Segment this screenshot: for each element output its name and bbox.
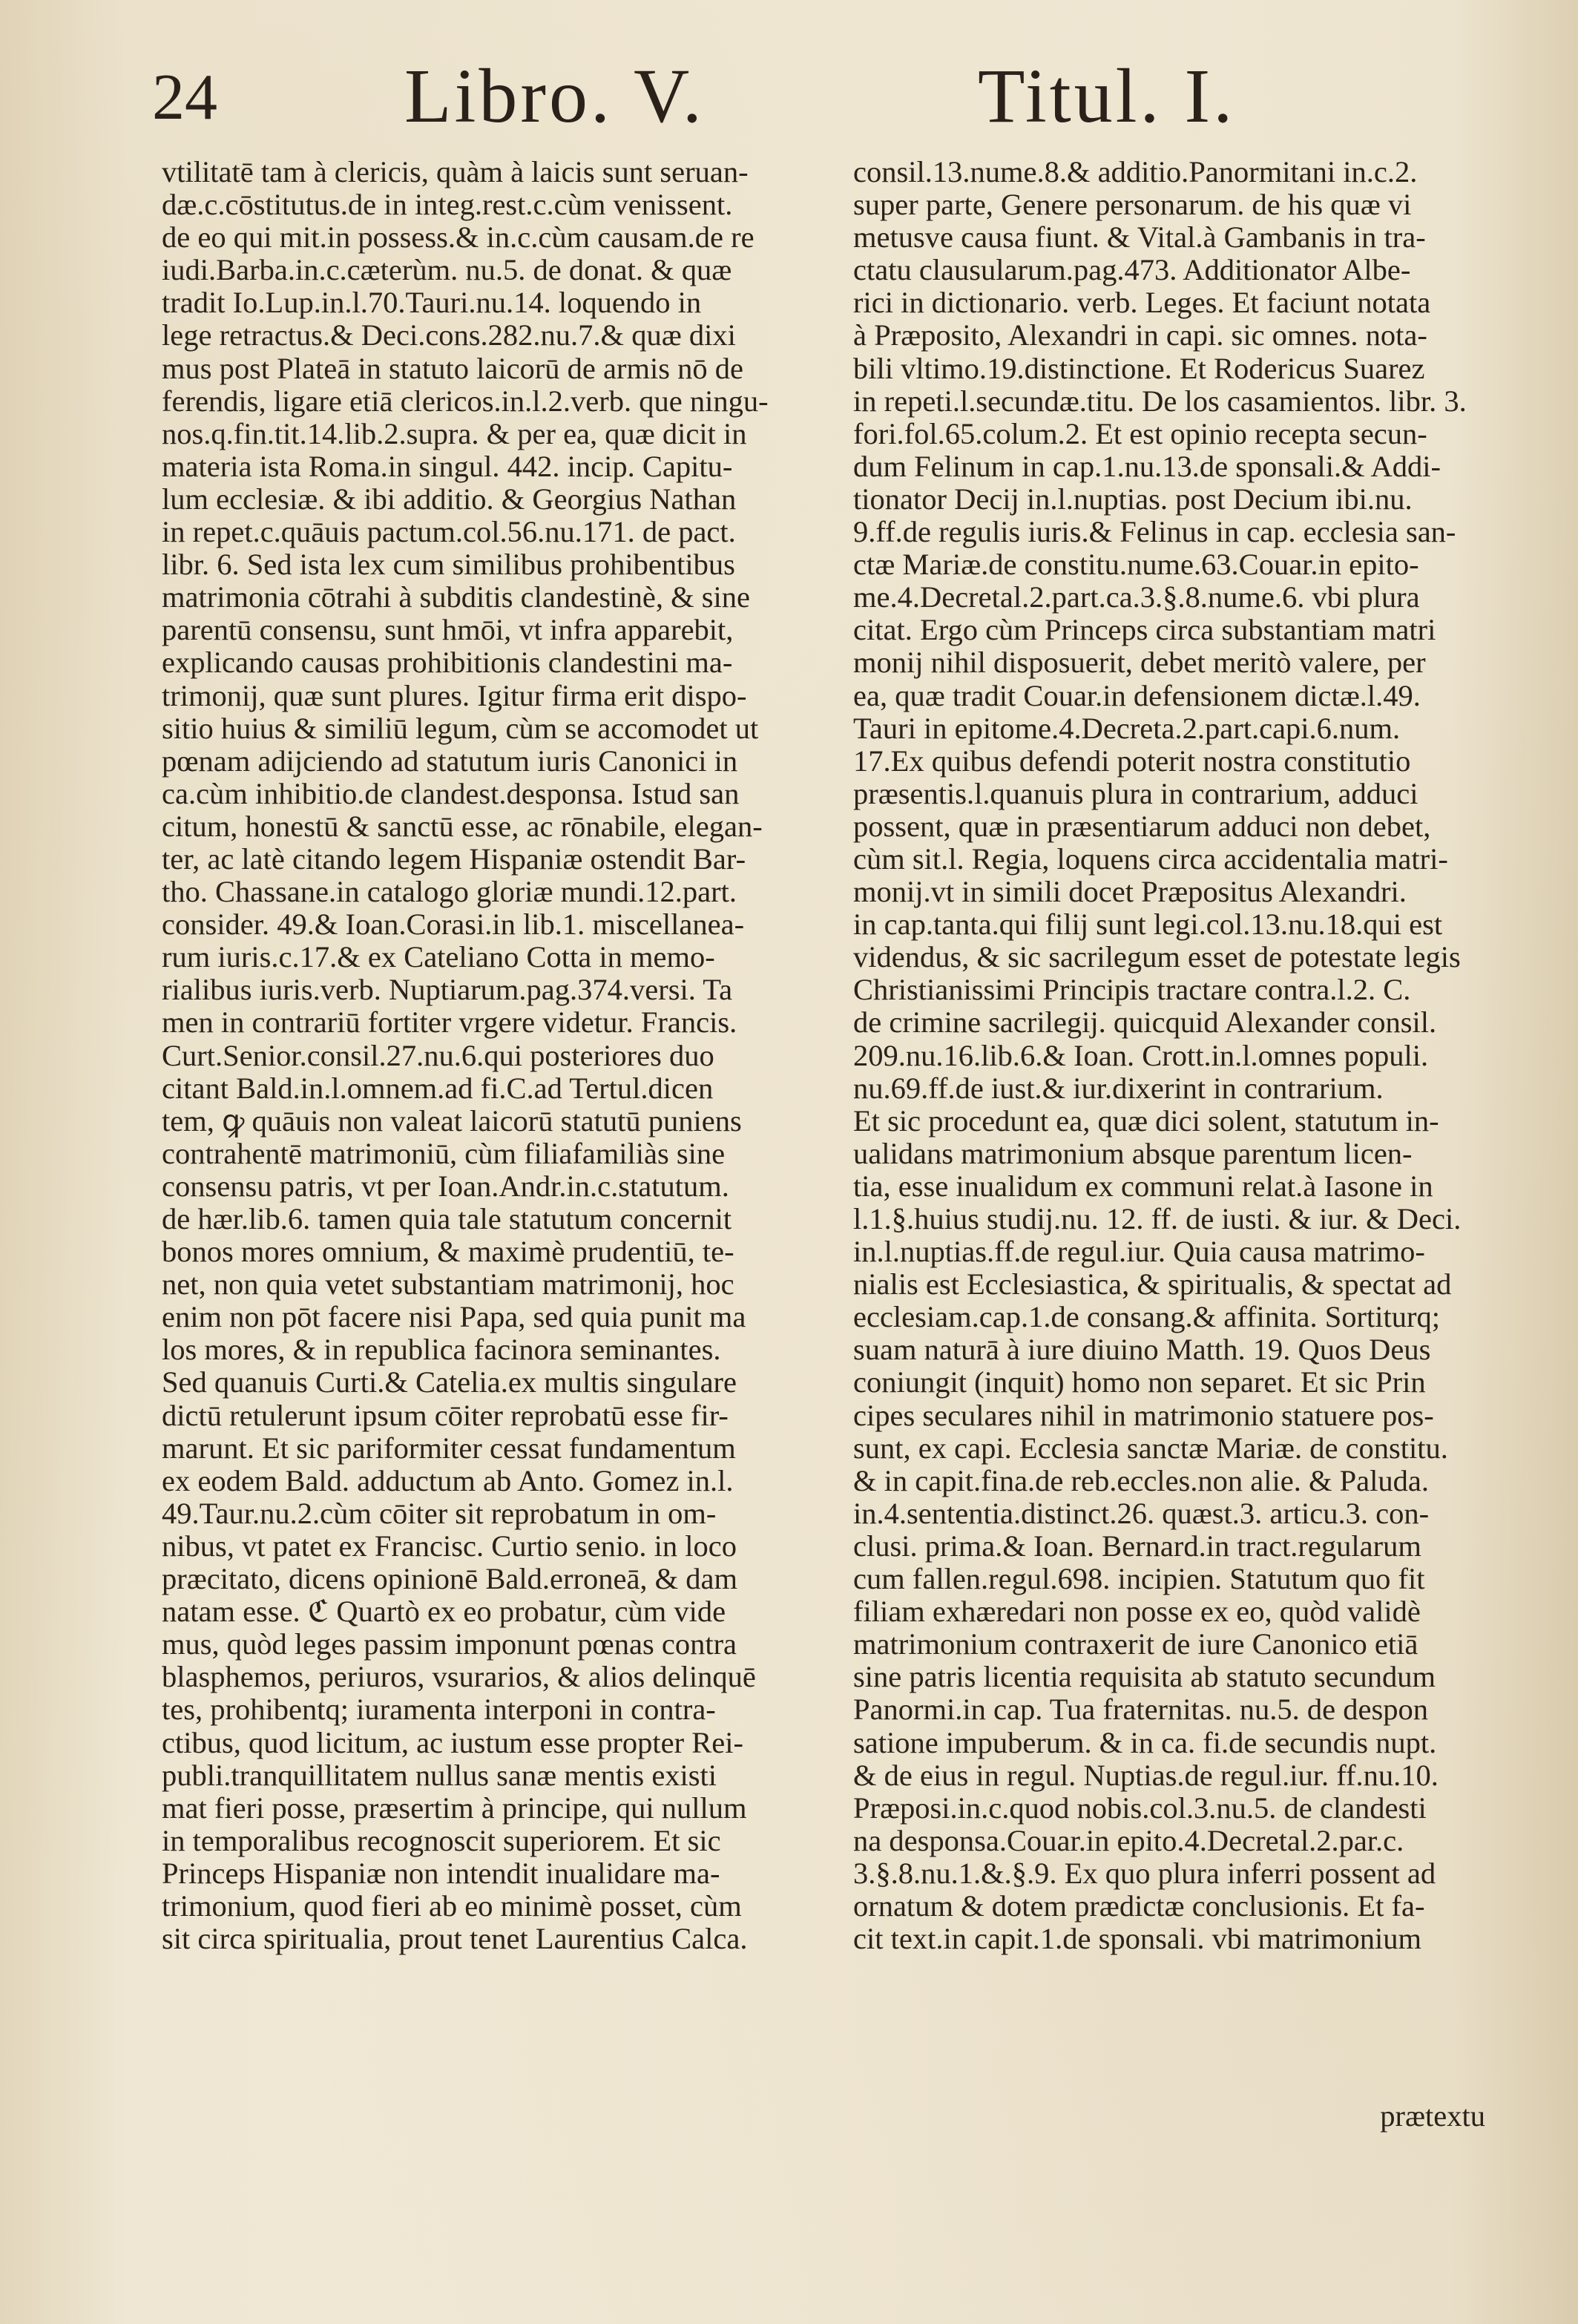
text-line: trimonij, quæ sunt plures. Igitur firma erit dispo- — [162, 679, 747, 712]
text-line: citum, honestū & sanctū esse, ac rōnabile, elegan- — [162, 810, 763, 843]
text-line: trimonium, quod fieri ab eo minimè posset, cùm — [162, 1889, 742, 1923]
text-line: natam esse. ℭ Quartò ex eo probatur, cùm vide — [162, 1595, 726, 1629]
text-line: in.4.sententia.distinct.26. quæst.3. articu.3. con- — [853, 1497, 1430, 1530]
text-line: possent, quæ in præsentiarum adduci non debet, — [853, 810, 1431, 843]
text-line: citant Bald.in.l.omnem.ad fi.C.ad Tertul.dicen — [162, 1071, 714, 1105]
text-line: lum ecclesiæ. & ibi additio. & Georgius Nathan — [162, 482, 737, 516]
text-line: ecclesiam.cap.1.de consang.& affinita. Sortiturq; — [853, 1301, 1440, 1334]
text-line: consider. 49.& Ioan.Corasi.in lib.1. miscellanea- — [162, 908, 745, 942]
text-line: cit text.in capit.1.de sponsali. vbi matrimonium — [853, 1923, 1421, 1956]
text-line: cipes seculares nihil in matrimonio statuere pos- — [853, 1399, 1434, 1432]
text-line: iudi.Barba.in.c.cæterùm. nu.5. de donat. & quæ — [162, 254, 732, 287]
text-line: ter, ac latè citando legem Hispaniæ ostendit Bar- — [162, 842, 746, 876]
text-line: matrimonia cōtrahi à subditis clandestinè, & sine — [162, 581, 750, 614]
text-line: præsentis.l.quanuis plura in contrarium, adduci — [853, 777, 1418, 810]
text-line: mus post Plateā in statuto laicorū de armis nō de — [162, 352, 743, 385]
text-line: lege retractus.& Deci.cons.282.nu.7.& quæ dixi — [162, 319, 736, 352]
text-line: l.1.§.huius studij.nu. 12. ff. de iusti. & iur. & Deci. — [853, 1203, 1462, 1235]
text-line: net, non quia vetet substantiam matrimonij, hoc — [162, 1268, 734, 1301]
text-line: mus, quòd leges passim imponunt pœnas contra — [162, 1628, 737, 1661]
text-line: explicando causas prohibitionis clandestini ma- — [162, 646, 733, 680]
text-line: consensu patris, vt per Ioan.Andr.in.c.statutum. — [162, 1169, 729, 1203]
text-line: satione impuberum. & in ca. fi.de secundis nupt. — [853, 1726, 1437, 1759]
text-line: tes, prohibentq; iuramenta interponi in contra- — [162, 1693, 716, 1727]
text-line: dæ.c.cōstitutus.de in integ.rest.c.cùm venissent. — [162, 188, 733, 222]
text-line: 49.Taur.nu.2.cùm cōiter sit reprobatum in om- — [162, 1497, 717, 1530]
text-line: libr. 6. Sed ista lex cum similibus prohibentibus — [162, 548, 735, 582]
running-head-book: Libro. V. — [404, 53, 705, 139]
text-line: filiam exhæredari non posse ex eo, quòd validè — [853, 1595, 1421, 1629]
text-line: Præposi.in.c.quod nobis.col.3.nu.5. de clandesti — [853, 1791, 1427, 1825]
text-line: super parte, Genere personarum. de his quæ vi — [853, 188, 1412, 222]
text-line: ex eodem Bald. adductum ab Anto. Gomez in.l. — [162, 1464, 734, 1497]
text-line: 209.nu.16.lib.6.& Ioan. Crott.in.l.omnes populi. — [853, 1039, 1429, 1072]
text-line: monij nihil disposuerit, debet meritò valere, per — [853, 646, 1426, 680]
text-line: ornatum & dotem prædictæ conclusionis. Et fa- — [853, 1889, 1425, 1923]
text-line: los mores, & in republica facinora seminantes. — [162, 1333, 721, 1367]
text-line: monij.vt in simili docet Præpositus Alexandri. — [853, 876, 1407, 909]
text-line: de crimine sacrilegij. quicquid Alexander consil. — [853, 1006, 1437, 1040]
text-line: sunt, ex capi. Ecclesia sanctæ Mariæ. de constitu. — [853, 1431, 1448, 1465]
text-line: Curt.Senior.consil.27.nu.6.qui posteriores duo — [162, 1039, 714, 1072]
text-line: me.4.Decretal.2.part.ca.3.§.8.nume.6. vbi plura — [853, 581, 1420, 614]
text-line: citat. Ergo cùm Princeps circa substantiam matri — [853, 614, 1436, 647]
text-line: 17.Ex quibus defendi poterit nostra constitutio — [853, 744, 1411, 778]
text-line: nibus, vt patet ex Francisc. Curtio senio. in loco — [162, 1529, 737, 1563]
text-line: in repet.c.quāuis pactum.col.56.nu.171. de pact. — [162, 516, 736, 549]
text-line: cum fallen.regul.698. incipien. Statutum quo fit — [853, 1563, 1425, 1596]
text-line: vtilitatē tam à clericis, quàm à laicis sunt seruan- — [162, 156, 749, 188]
text-line: parentū consensu, sunt hmōi, vt infra apparebit, — [162, 614, 734, 647]
text-line: in repeti.l.secundæ.titu. De los casamientos. libr. 3. — [853, 384, 1467, 418]
text-line: præcitato, dicens opinionē Bald.erroneā, & dam — [162, 1563, 738, 1596]
text-line: ctibus, quod licitum, ac iustum esse propter Rei- — [162, 1726, 743, 1759]
text-line: ferendis, ligare etiā clericos.in.l.2.verb. que ningu- — [162, 384, 769, 418]
text-line: clusi. prima.& Ioan. Bernard.in tract.regularum — [853, 1529, 1421, 1563]
text-line: & de eius in regul. Nuptias.de regul.iur. ff.nu.10. — [853, 1759, 1439, 1792]
left-text-column — [162, 156, 796, 1955]
text-line: enim non pōt facere nisi Papa, sed quia punit ma — [162, 1301, 746, 1334]
right-text-column — [853, 156, 1487, 1955]
text-line: Princeps Hispaniæ non intendit inualidare ma- — [162, 1857, 720, 1890]
text-line: men in contrariū fortiter vrgere videtur. Francis. — [162, 1006, 737, 1040]
text-line: coniungit (inquit) homo non separet. Et sic Prin — [853, 1366, 1426, 1399]
text-line: 9.ff.de regulis iuris.& Felinus in cap. ecclesia san- — [853, 516, 1456, 549]
text-line: metusve causa fiunt. & Vital.à Gambanis in tra- — [853, 221, 1426, 255]
text-line: sitio huius & similiū legum, cùm se accomodet ut — [162, 712, 759, 745]
text-line: Et sic procedunt ea, quæ dici solent, statutum in- — [853, 1104, 1439, 1138]
text-line: tradit Io.Lup.in.l.70.Tauri.nu.14. loquendo in — [162, 286, 702, 320]
text-line: nos.q.fin.tit.14.lib.2.supra. & per ea, quæ dicit in — [162, 417, 747, 450]
text-line: dum Felinum in cap.1.nu.13.de sponsali.& Addi- — [853, 450, 1441, 483]
text-line: Sed quanuis Curti.& Catelia.ex multis singulare — [162, 1366, 737, 1399]
text-line: suam naturā à iure diuino Matth. 19. Quos Deus — [853, 1333, 1431, 1367]
text-line: tem, ꝙ quāuis non valeat laicorū statutū puniens — [162, 1104, 742, 1138]
text-line: Tauri in epitome.4.Decreta.2.part.capi.6.num. — [853, 712, 1401, 745]
text-line: videndus, & sic sacrilegum esset de potestate legis — [853, 941, 1461, 974]
text-line: nu.69.ff.de iust.& iur.dixerint in contrarium. — [853, 1071, 1384, 1105]
running-head-title: Titul. I. — [978, 53, 1236, 139]
text-line: ctæ Mariæ.de constitu.nume.63.Couar.in epito- — [853, 548, 1419, 582]
text-line: publi.tranquillitatem nullus sanæ mentis existi — [162, 1759, 717, 1792]
text-line: bili vltimo.19.distinctione. Et Rodericus Suarez — [853, 352, 1425, 385]
text-line: ea, quæ tradit Couar.in defensionem dictæ.l.49. — [853, 679, 1421, 712]
text-line: rici in dictionario. verb. Leges. Et faciunt notata — [853, 286, 1431, 320]
text-line: fori.fol.65.colum.2. Et est opinio recepta secun- — [853, 417, 1427, 450]
text-line: ca.cùm inhibitio.de clandest.desponsa. Istud san — [162, 777, 740, 810]
text-line: matrimonium contraxerit de iure Canonico etiā — [853, 1628, 1418, 1661]
text-line: cùm sit.l. Regia, loquens circa accidentalia matri- — [853, 842, 1448, 876]
text-line: sit circa spiritualia, prout tenet Laurentius Calca. — [162, 1923, 748, 1956]
text-line: nialis est Ecclesiastica, & spiritualis, & spectat ad — [853, 1268, 1452, 1301]
text-line: blasphemos, periuros, vsurarios, & alios delinquē — [162, 1661, 756, 1694]
text-line: ctatu clausularum.pag.473. Additionator Albe- — [853, 254, 1411, 287]
text-line: in.l.nuptias.ff.de regul.iur. Quia causa matrimo- — [853, 1235, 1425, 1269]
text-line: in temporalibus recognoscit superiorem. Et sic — [162, 1824, 721, 1857]
text-line: de eo qui mit.in possess.& in.c.cùm causam.de re — [162, 221, 755, 255]
text-line: ualidans matrimonium absque parentum licen- — [853, 1137, 1413, 1170]
text-line: na desponsa.Couar.in epito.4.Decretal.2.par.c. — [853, 1824, 1404, 1857]
text-line: materia ista Roma.in singul. 442. incip. Capitu- — [162, 450, 733, 483]
text-line: pœnam adijciendo ad statutum iuris Canonici in — [162, 744, 738, 778]
text-line: 3.§.8.nu.1.&.§.9. Ex quo plura inferri possent ad — [853, 1857, 1436, 1890]
text-line: rialibus iuris.verb. Nuptiarum.pag.374.versi. Ta — [162, 974, 733, 1007]
text-line: bonos mores omnium, & maximè prudentiū, te- — [162, 1235, 734, 1269]
page-number: 24 — [152, 62, 217, 134]
text-line: & in capit.fina.de reb.eccles.non alie. & Paluda. — [853, 1464, 1429, 1497]
text-line: tho. Chassane.in catalogo gloriæ mundi.12.part. — [162, 876, 737, 909]
text-line: mat fieri posse, præsertim à principe, qui nullum — [162, 1791, 747, 1825]
text-line: contrahentē matrimoniū, cùm filiafamiliàs sine — [162, 1137, 726, 1170]
text-line: tionator Decij in.l.nuptias. post Decium ibi.nu. — [853, 482, 1413, 516]
text-line: dictū retulerunt ipsum cōiter reprobatū esse fir- — [162, 1399, 729, 1432]
text-line: tia, esse inualidum ex communi relat.à Iasone in — [853, 1169, 1433, 1203]
text-line: consil.13.nume.8.& additio.Panormitani in.c.2. — [853, 156, 1418, 188]
text-line: in cap.tanta.qui filij sunt legi.col.13.nu.18.qui est — [853, 908, 1443, 942]
text-line: marunt. Et sic pariformiter cessat fundamentum — [162, 1431, 736, 1465]
catchword: prætextu — [1380, 2099, 1485, 2133]
text-line: de hær.lib.6. tamen quia tale statutum concernit — [162, 1203, 732, 1235]
text-line: Panormi.in cap. Tua fraternitas. nu.5. de despon — [853, 1693, 1428, 1727]
text-line: sine patris licentia requisita ab statuto secundum — [853, 1661, 1436, 1694]
text-line: à Præposito, Alexandri in capi. sic omnes. nota- — [853, 319, 1427, 352]
text-line: Christianissimi Principis tractare contra.l.2. C. — [853, 974, 1411, 1007]
text-line: rum iuris.c.17.& ex Cateliano Cotta in memo- — [162, 941, 715, 974]
